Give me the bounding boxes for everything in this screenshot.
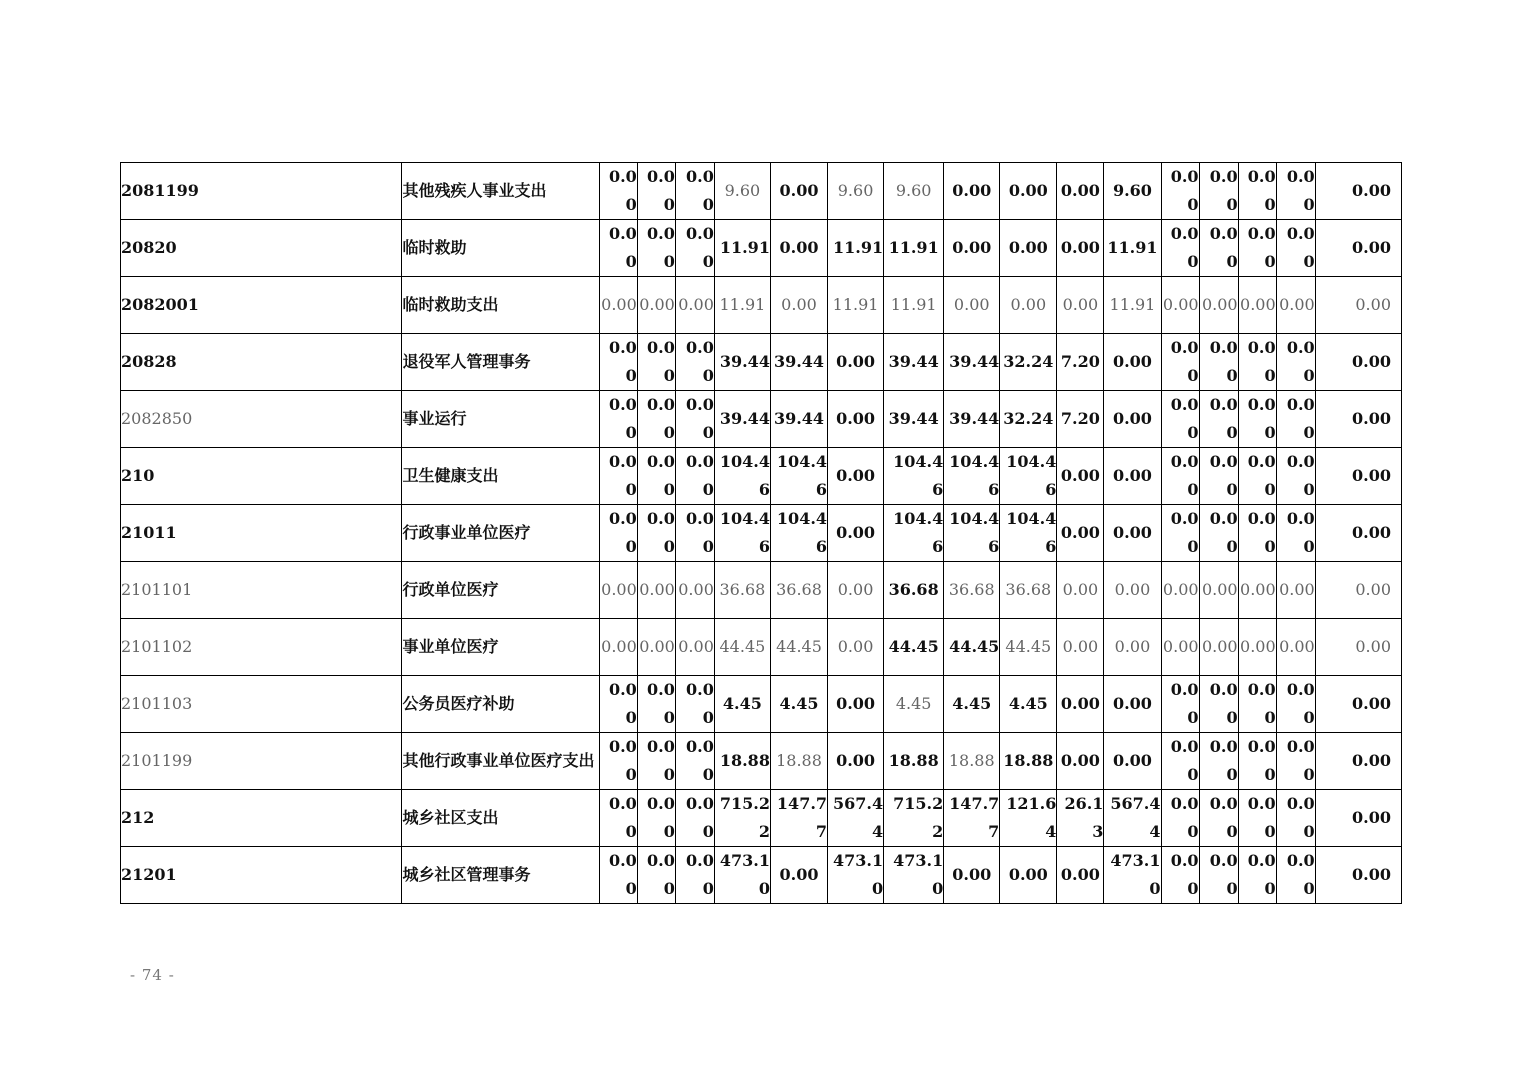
value-cell: 0.00	[637, 676, 675, 733]
row-name: 事业单位医疗	[402, 619, 599, 676]
value-cell: 0.00	[599, 676, 637, 733]
value-cell: 0.00	[1161, 790, 1199, 847]
value-cell: 0.00	[770, 163, 827, 220]
row-name: 公务员医疗补助	[402, 676, 599, 733]
value-cell: 0.00	[1104, 391, 1161, 448]
value-cell: 0.00	[1161, 277, 1199, 334]
value-cell: 11.91	[714, 220, 770, 277]
value-cell: 0.00	[1104, 676, 1161, 733]
row-name: 城乡社区管理事务	[402, 847, 599, 904]
value-cell: 39.44	[944, 334, 1000, 391]
value-cell: 0.00	[1057, 676, 1104, 733]
value-cell: 0.00	[1315, 562, 1401, 619]
value-cell: 0.00	[1315, 676, 1401, 733]
value-cell: 0.00	[1199, 391, 1238, 448]
value-cell: 0.00	[1276, 733, 1315, 790]
value-cell: 0.00	[1104, 505, 1161, 562]
value-cell: 0.00	[1199, 562, 1238, 619]
value-cell: 0.00	[1199, 505, 1238, 562]
value-cell: 0.00	[637, 562, 675, 619]
value-cell: 0.00	[1161, 562, 1199, 619]
value-cell: 0.00	[1161, 847, 1199, 904]
value-cell: 0.00	[1199, 220, 1238, 277]
value-cell: 0.00	[770, 277, 827, 334]
value-cell: 0.00	[944, 277, 1000, 334]
value-cell: 0.00	[1199, 448, 1238, 505]
value-cell: 4.45	[884, 676, 944, 733]
value-cell: 44.45	[944, 619, 1000, 676]
value-cell: 0.00	[1238, 676, 1276, 733]
value-cell: 18.88	[714, 733, 770, 790]
value-cell: 0.00	[1315, 790, 1401, 847]
value-cell: 0.00	[1315, 448, 1401, 505]
value-cell: 11.91	[884, 220, 944, 277]
value-cell: 9.60	[1104, 163, 1161, 220]
value-cell: 0.00	[1199, 790, 1238, 847]
value-cell: 0.00	[1238, 448, 1276, 505]
value-cell: 0.00	[637, 847, 675, 904]
value-cell: 0.00	[1315, 847, 1401, 904]
value-cell: 0.00	[1104, 619, 1161, 676]
value-cell: 104.46	[944, 448, 1000, 505]
value-cell: 36.68	[1000, 562, 1057, 619]
value-cell: 567.44	[1104, 790, 1161, 847]
value-cell: 0.00	[675, 619, 714, 676]
value-cell: 0.00	[1000, 277, 1057, 334]
row-code: 2101199	[121, 733, 402, 790]
value-cell: 0.00	[1057, 277, 1104, 334]
value-cell: 0.00	[1315, 619, 1401, 676]
value-cell: 0.00	[675, 220, 714, 277]
value-cell: 0.00	[1057, 448, 1104, 505]
value-cell: 147.77	[770, 790, 827, 847]
value-cell: 0.00	[1161, 163, 1199, 220]
value-cell: 0.00	[1276, 448, 1315, 505]
value-cell: 44.45	[714, 619, 770, 676]
value-cell: 0.00	[1238, 163, 1276, 220]
value-cell: 0.00	[1199, 277, 1238, 334]
value-cell: 0.00	[1276, 391, 1315, 448]
page-number: - 74 -	[130, 966, 175, 984]
row-name: 卫生健康支出	[402, 448, 599, 505]
row-code: 20828	[121, 334, 402, 391]
value-cell: 0.00	[599, 733, 637, 790]
value-cell: 32.24	[1000, 391, 1057, 448]
value-cell: 0.00	[1000, 220, 1057, 277]
value-cell: 0.00	[1057, 163, 1104, 220]
value-cell: 0.00	[1199, 676, 1238, 733]
value-cell: 0.00	[1276, 619, 1315, 676]
value-cell: 147.77	[944, 790, 1000, 847]
value-cell: 0.00	[1276, 334, 1315, 391]
value-cell: 0.00	[1057, 562, 1104, 619]
value-cell: 0.00	[1161, 733, 1199, 790]
value-cell: 715.22	[714, 790, 770, 847]
value-cell: 0.00	[1238, 505, 1276, 562]
value-cell: 0.00	[637, 790, 675, 847]
table-row	[121, 334, 1402, 391]
value-cell: 715.22	[884, 790, 944, 847]
value-cell: 0.00	[675, 847, 714, 904]
value-cell: 0.00	[1315, 733, 1401, 790]
value-cell: 0.00	[599, 562, 637, 619]
value-cell: 0.00	[1238, 220, 1276, 277]
value-cell: 36.68	[884, 562, 944, 619]
value-cell: 0.00	[1238, 391, 1276, 448]
value-cell: 0.00	[1315, 334, 1401, 391]
row-name: 临时救助	[402, 220, 599, 277]
value-cell: 7.20	[1057, 391, 1104, 448]
value-cell: 18.88	[944, 733, 1000, 790]
row-code: 2101102	[121, 619, 402, 676]
value-cell: 39.44	[884, 391, 944, 448]
row-code: 20820	[121, 220, 402, 277]
value-cell: 0.00	[637, 334, 675, 391]
value-cell: 0.00	[637, 733, 675, 790]
value-cell: 11.91	[1104, 277, 1161, 334]
table-row	[121, 676, 1402, 733]
value-cell: 39.44	[770, 334, 827, 391]
value-cell: 44.45	[1000, 619, 1057, 676]
value-cell: 0.00	[828, 562, 884, 619]
value-cell: 0.00	[1057, 847, 1104, 904]
value-cell: 0.00	[1238, 562, 1276, 619]
table-row	[121, 448, 1402, 505]
value-cell: 0.00	[637, 448, 675, 505]
row-code: 2101103	[121, 676, 402, 733]
table-row	[121, 790, 1402, 847]
value-cell: 0.00	[1161, 448, 1199, 505]
row-name: 退役军人管理事务	[402, 334, 599, 391]
value-cell: 0.00	[828, 619, 884, 676]
value-cell: 0.00	[1315, 505, 1401, 562]
value-cell: 39.44	[714, 334, 770, 391]
value-cell: 0.00	[1199, 619, 1238, 676]
table-row	[121, 847, 1402, 904]
value-cell: 0.00	[1057, 733, 1104, 790]
value-cell: 0.00	[599, 334, 637, 391]
value-cell: 18.88	[884, 733, 944, 790]
value-cell: 104.46	[770, 448, 827, 505]
value-cell: 0.00	[1199, 847, 1238, 904]
value-cell: 0.00	[944, 163, 1000, 220]
value-cell: 0.00	[1315, 220, 1401, 277]
value-cell: 104.46	[884, 505, 944, 562]
value-cell: 0.00	[944, 220, 1000, 277]
value-cell: 0.00	[599, 391, 637, 448]
row-name: 行政事业单位医疗	[402, 505, 599, 562]
value-cell: 0.00	[1238, 277, 1276, 334]
value-cell: 0.00	[828, 505, 884, 562]
value-cell: 0.00	[1276, 277, 1315, 334]
value-cell: 0.00	[599, 220, 637, 277]
value-cell: 0.00	[675, 562, 714, 619]
value-cell: 0.00	[1276, 790, 1315, 847]
value-cell: 0.00	[1276, 163, 1315, 220]
value-cell: 0.00	[675, 334, 714, 391]
value-cell: 9.60	[884, 163, 944, 220]
value-cell: 26.13	[1057, 790, 1104, 847]
value-cell: 4.45	[944, 676, 1000, 733]
value-cell: 36.68	[714, 562, 770, 619]
value-cell: 0.00	[1199, 334, 1238, 391]
value-cell: 0.00	[1057, 220, 1104, 277]
row-name: 事业运行	[402, 391, 599, 448]
value-cell: 0.00	[1315, 277, 1401, 334]
value-cell: 104.46	[1000, 505, 1057, 562]
value-cell: 0.00	[637, 391, 675, 448]
value-cell: 0.00	[1238, 790, 1276, 847]
value-cell: 7.20	[1057, 334, 1104, 391]
value-cell: 0.00	[1000, 847, 1057, 904]
table-row	[121, 277, 1402, 334]
value-cell: 0.00	[1104, 448, 1161, 505]
value-cell: 0.00	[828, 733, 884, 790]
value-cell: 0.00	[1161, 391, 1199, 448]
value-cell: 0.00	[1276, 220, 1315, 277]
value-cell: 0.00	[770, 847, 827, 904]
row-code: 21201	[121, 847, 402, 904]
value-cell: 11.91	[828, 220, 884, 277]
value-cell: 0.00	[599, 277, 637, 334]
table-row	[121, 505, 1402, 562]
row-name: 其他行政事业单位医疗支出	[402, 733, 599, 790]
value-cell: 4.45	[1000, 676, 1057, 733]
value-cell: 0.00	[1238, 847, 1276, 904]
value-cell: 0.00	[675, 676, 714, 733]
value-cell: 0.00	[1161, 676, 1199, 733]
value-cell: 473.10	[828, 847, 884, 904]
budget-table	[120, 162, 1402, 904]
value-cell: 473.10	[1104, 847, 1161, 904]
value-cell: 0.00	[1161, 619, 1199, 676]
value-cell: 0.00	[1199, 163, 1238, 220]
value-cell: 32.24	[1000, 334, 1057, 391]
value-cell: 0.00	[1315, 163, 1401, 220]
value-cell: 0.00	[1238, 334, 1276, 391]
value-cell: 0.00	[1161, 334, 1199, 391]
value-cell: 18.88	[770, 733, 827, 790]
value-cell: 0.00	[1276, 847, 1315, 904]
value-cell: 0.00	[828, 448, 884, 505]
table-row	[121, 562, 1402, 619]
value-cell: 4.45	[770, 676, 827, 733]
value-cell: 567.44	[828, 790, 884, 847]
value-cell: 0.00	[1276, 562, 1315, 619]
value-cell: 0.00	[1161, 505, 1199, 562]
row-code: 212	[121, 790, 402, 847]
value-cell: 0.00	[1238, 733, 1276, 790]
value-cell: 0.00	[637, 220, 675, 277]
value-cell: 39.44	[944, 391, 1000, 448]
row-code: 2081199	[121, 163, 402, 220]
value-cell: 0.00	[637, 505, 675, 562]
value-cell: 0.00	[1315, 391, 1401, 448]
value-cell: 11.91	[884, 277, 944, 334]
value-cell: 0.00	[599, 847, 637, 904]
value-cell: 18.88	[1000, 733, 1057, 790]
value-cell: 0.00	[637, 163, 675, 220]
value-cell: 0.00	[675, 277, 714, 334]
value-cell: 0.00	[1104, 334, 1161, 391]
row-code: 2082850	[121, 391, 402, 448]
value-cell: 0.00	[944, 847, 1000, 904]
value-cell: 11.91	[828, 277, 884, 334]
value-cell: 104.46	[714, 505, 770, 562]
value-cell: 0.00	[637, 619, 675, 676]
value-cell: 0.00	[599, 790, 637, 847]
value-cell: 0.00	[675, 733, 714, 790]
value-cell: 0.00	[675, 391, 714, 448]
value-cell: 121.64	[1000, 790, 1057, 847]
value-cell: 0.00	[599, 448, 637, 505]
value-cell: 0.00	[1104, 733, 1161, 790]
row-code: 21011	[121, 505, 402, 562]
value-cell: 473.10	[714, 847, 770, 904]
value-cell: 11.91	[714, 277, 770, 334]
value-cell: 0.00	[1161, 220, 1199, 277]
value-cell: 0.00	[1276, 676, 1315, 733]
value-cell: 0.00	[1238, 619, 1276, 676]
value-cell: 0.00	[599, 505, 637, 562]
row-name: 临时救助支出	[402, 277, 599, 334]
value-cell: 36.68	[944, 562, 1000, 619]
value-cell: 44.45	[884, 619, 944, 676]
value-cell: 0.00	[599, 619, 637, 676]
value-cell: 39.44	[714, 391, 770, 448]
value-cell: 0.00	[599, 163, 637, 220]
value-cell: 104.46	[714, 448, 770, 505]
value-cell: 0.00	[675, 163, 714, 220]
value-cell: 0.00	[637, 277, 675, 334]
value-cell: 473.10	[884, 847, 944, 904]
value-cell: 39.44	[770, 391, 827, 448]
value-cell: 0.00	[828, 391, 884, 448]
value-cell: 0.00	[1000, 163, 1057, 220]
table-body	[121, 163, 1402, 904]
table-row	[121, 391, 1402, 448]
row-code: 210	[121, 448, 402, 505]
value-cell: 39.44	[884, 334, 944, 391]
value-cell: 9.60	[714, 163, 770, 220]
value-cell: 9.60	[828, 163, 884, 220]
value-cell: 104.46	[1000, 448, 1057, 505]
value-cell: 0.00	[675, 505, 714, 562]
value-cell: 0.00	[1104, 562, 1161, 619]
value-cell: 0.00	[828, 334, 884, 391]
row-name: 行政单位医疗	[402, 562, 599, 619]
table-row	[121, 619, 1402, 676]
value-cell: 44.45	[770, 619, 827, 676]
row-code: 2101101	[121, 562, 402, 619]
value-cell: 104.46	[770, 505, 827, 562]
value-cell: 36.68	[770, 562, 827, 619]
value-cell: 4.45	[714, 676, 770, 733]
value-cell: 0.00	[828, 676, 884, 733]
value-cell: 104.46	[884, 448, 944, 505]
table-row	[121, 220, 1402, 277]
row-name: 城乡社区支出	[402, 790, 599, 847]
value-cell: 0.00	[675, 448, 714, 505]
value-cell: 0.00	[1057, 619, 1104, 676]
value-cell: 0.00	[1276, 505, 1315, 562]
value-cell: 104.46	[944, 505, 1000, 562]
value-cell: 0.00	[675, 790, 714, 847]
value-cell: 11.91	[1104, 220, 1161, 277]
value-cell: 0.00	[1199, 733, 1238, 790]
row-code: 2082001	[121, 277, 402, 334]
value-cell: 0.00	[1057, 505, 1104, 562]
value-cell: 0.00	[770, 220, 827, 277]
table-row	[121, 733, 1402, 790]
row-name: 其他残疾人事业支出	[402, 163, 599, 220]
table-row	[121, 163, 1402, 220]
